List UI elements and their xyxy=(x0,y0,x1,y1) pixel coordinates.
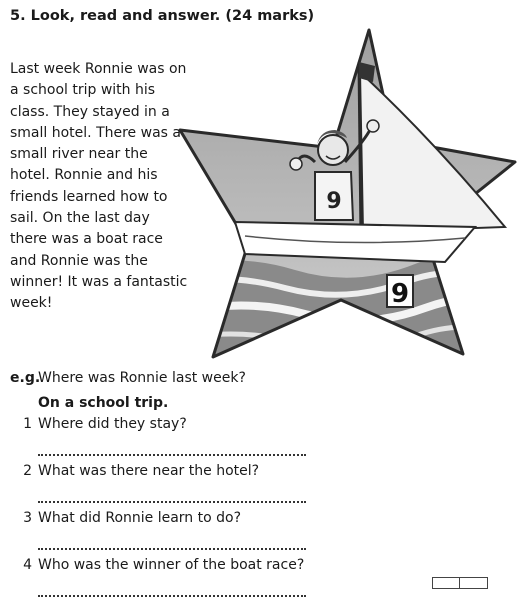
answer-line-3[interactable] xyxy=(38,530,306,550)
question-row xyxy=(10,557,510,577)
question-section xyxy=(10,370,510,597)
question-row xyxy=(10,416,510,436)
star-illustration xyxy=(175,22,520,362)
passage-line: class. They stayed in a xyxy=(10,103,170,120)
passage-line: a school trip with his xyxy=(10,82,156,99)
question-number: 4 xyxy=(23,557,32,573)
example-row xyxy=(10,370,510,392)
passage-line: small river near the xyxy=(10,146,148,163)
answer-line-2[interactable] xyxy=(38,483,306,503)
passage-line: small hotel. There was a xyxy=(10,124,181,141)
score-box xyxy=(432,577,488,589)
question-row xyxy=(10,463,510,483)
passage-line: there was a boat race xyxy=(10,231,163,248)
example-label: e.g. xyxy=(10,370,41,386)
passage-line: friends learned how to xyxy=(10,188,168,205)
reading-passage xyxy=(10,59,188,315)
exercise-heading: 5. Look, read and answer. (24 marks) xyxy=(10,8,315,24)
answer-line-4[interactable] xyxy=(38,577,306,597)
answer-line-1[interactable] xyxy=(38,436,306,456)
question-text: Where did they stay? xyxy=(38,416,187,432)
passage-line: sail. On the last day xyxy=(10,210,150,227)
passage-line: winner! It was a fantastic xyxy=(10,273,188,290)
example-question: Where was Ronnie last week? xyxy=(38,370,246,386)
passage-line: Last week Ronnie was on xyxy=(10,61,187,77)
passage-line: hotel. Ronnie and his xyxy=(10,167,158,184)
question-row xyxy=(10,510,510,530)
sail-number: 9 xyxy=(390,279,410,309)
question-text: What did Ronnie learn to do? xyxy=(38,510,242,526)
passage-line: week! xyxy=(10,295,53,312)
passage-line: and Ronnie was the xyxy=(10,252,148,269)
shirt-number: 9 xyxy=(326,189,342,214)
question-text: What was there near the hotel? xyxy=(38,463,260,479)
question-text: Who was the winner of the boat race? xyxy=(38,557,305,573)
question-number: 1 xyxy=(23,416,32,432)
question-number: 3 xyxy=(23,510,32,526)
question-number: 2 xyxy=(23,463,32,479)
sail-shape xyxy=(360,72,505,232)
example-answer: On a school trip. xyxy=(38,395,169,411)
